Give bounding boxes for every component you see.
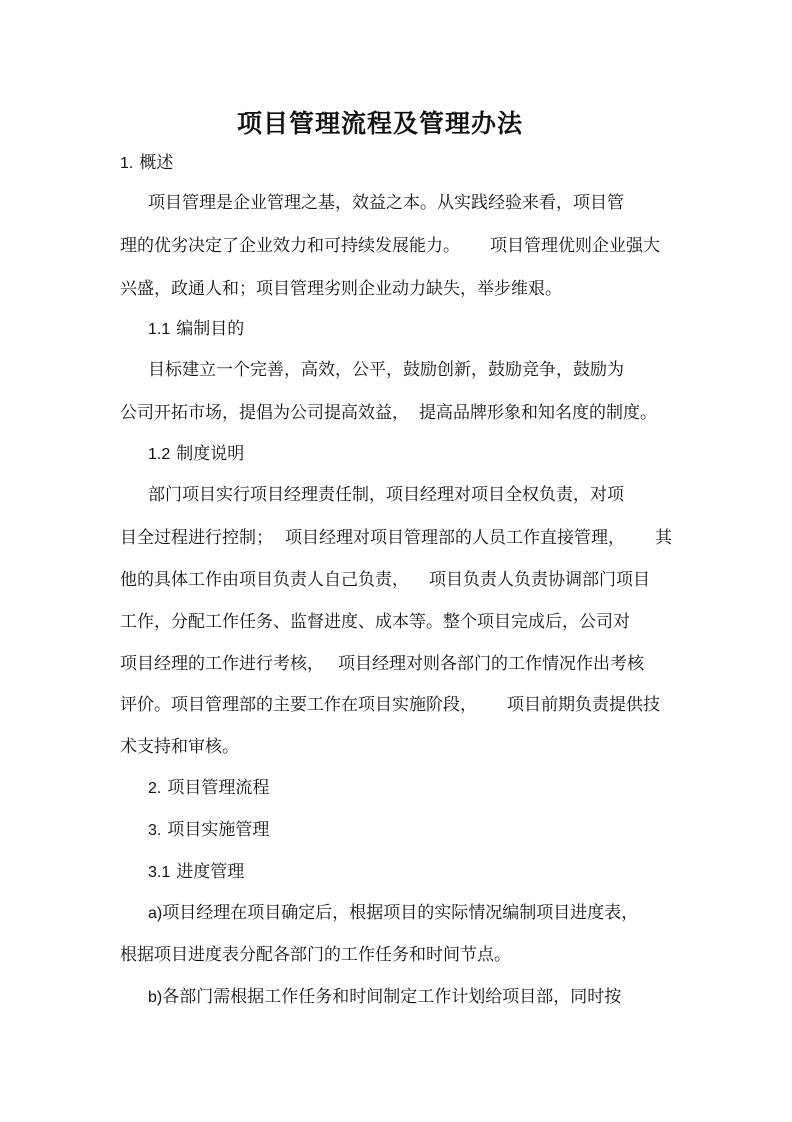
- paragraph-line: 术支持和审核。: [120, 737, 239, 757]
- paragraph-line: [120, 402, 657, 424]
- section-heading-3: [148, 819, 269, 842]
- text-run: 评价。项目管理部的主要工作在项目实施阶段，: [120, 695, 477, 715]
- text-run: 提高品牌形象和知名度的制度。: [419, 403, 657, 423]
- paragraph-line: 工作，分配工作任务、监督进度、成本等。整个项目完成后，公司对: [120, 612, 630, 632]
- section-number: 1.: [120, 155, 134, 172]
- text-run: 项目经理对则各部门的工作情况作出考核: [338, 654, 644, 674]
- paragraph-line: 目标建立一个完善，高效，公平，鼓励创新，鼓励竞争，鼓励为: [148, 360, 624, 380]
- text-run: 其: [655, 528, 672, 548]
- section-heading-1: [120, 152, 173, 175]
- text-run: 项目负责人负责协调部门项目: [429, 570, 650, 590]
- section-number: 3.1: [148, 864, 171, 881]
- text-run: 项目管理优则企业强大: [490, 236, 660, 256]
- section-heading-2: [148, 777, 269, 800]
- text-run: 项目经理对项目管理部的人员工作直接管理，: [285, 528, 625, 548]
- paragraph-line: 项目管理是企业管理之基，效益之本。从实践经验来看，项目管: [148, 193, 624, 213]
- section-title: 进度管理: [176, 862, 245, 882]
- document-title: 项目管理流程及管理办法: [236, 109, 523, 138]
- text-run: 理的优劣决定了企业效力和可持续发展能力。: [120, 236, 460, 256]
- paragraph-line: [120, 653, 644, 675]
- text-run: 他的具体工作由项目负责人自己负责，: [120, 570, 409, 590]
- paragraph-line: [120, 527, 672, 549]
- section-title: 项目实施管理: [167, 820, 270, 840]
- section-title: 编制目的: [176, 319, 245, 339]
- section-number: 2.: [148, 780, 162, 797]
- text-run: 项目前期负责提供技: [507, 695, 660, 715]
- list-marker: a): [148, 905, 163, 922]
- section-title: 项目管理流程: [167, 778, 270, 798]
- paragraph-line: [120, 569, 650, 591]
- paragraph-line: 兴盛，政通人和；项目管理劣则企业动力缺失，举步维艰。: [120, 279, 562, 299]
- list-item-a: [148, 902, 638, 925]
- section-heading-1-1: [148, 318, 244, 341]
- text-run: 各部门需根据工作任务和时间制定工作计划给项目部，同时按: [162, 987, 622, 1007]
- list-item-b: [148, 986, 621, 1009]
- text-run: 项目经理在项目确定后，根据项目的实际情况编制项目进度表，: [162, 903, 639, 923]
- section-heading-1-2: [148, 443, 244, 466]
- list-marker: b): [148, 989, 163, 1006]
- text-run: 公司开拓市场，提倡为公司提高效益，: [120, 403, 409, 423]
- section-heading-3-1: [148, 861, 244, 884]
- text-run: 目全过程进行控制；: [120, 528, 273, 548]
- section-number: 3.: [148, 822, 162, 839]
- paragraph-line: [120, 235, 660, 257]
- section-title: 概述: [139, 153, 174, 173]
- paragraph-line: 根据项目进度表分配各部门的工作任务和时间节点。: [120, 945, 511, 965]
- section-title: 制度说明: [176, 444, 245, 464]
- section-number: 1.2: [148, 446, 171, 463]
- paragraph-line: 部门项目实行项目经理责任制，项目经理对项目全权负责，对项: [148, 485, 624, 505]
- section-number: 1.1: [148, 321, 171, 338]
- paragraph-line: [120, 694, 660, 716]
- text-run: 项目经理的工作进行考核，: [120, 654, 324, 674]
